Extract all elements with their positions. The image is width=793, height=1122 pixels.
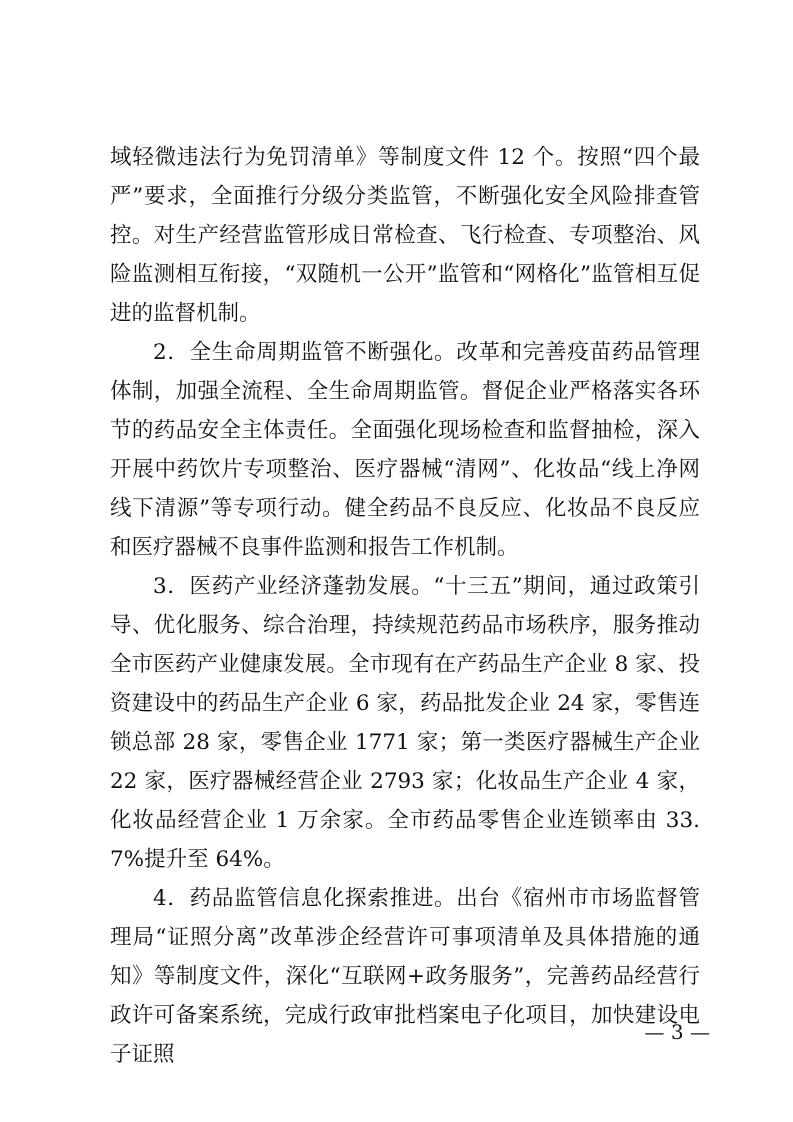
paragraph-lifecycle-supervision: 2．全生命周期监管不断强化。改革和完善疫苗药品管理体制，加强全流程、全生命周期监管。督促企业严格落实各环节的药品安全主体责任。全面强化现场检查和监督抽检，深入开展中药饮片专项整治、医疗器械“清网”、化妆品“线上净网线下清源”等专项行动。健全药品不良反应、化妆品不良反应和医疗器械不良事件监测和报告工作机制。 bbox=[110, 340, 700, 560]
paragraph-informatization: 4．药品监管信息化探索推进。出台《宿州市市场监督管理局“证照分离”改革涉企经营许可事项清单及具体措施的通知》等制度文件，深化“互联网+政务服务”，完善药品经营行政许可备案系统，完成行政审批档案电子化项目，加快建设电子证照 bbox=[110, 886, 700, 1067]
paragraph-continuation: 域轻微违法行为免罚清单》等制度文件 12 个。按照“四个最严”要求，全面推行分级分类监管，不断强化安全风险排查管控。对生产经营监管形成日常检查、飞行检查、专项整治、风险监测相互衔接，“双随机一公开”监管和“网格化”监管相互促进的监督机制。 bbox=[110, 145, 700, 326]
page-number: — 3 — bbox=[644, 1020, 710, 1044]
paragraph-pharma-industry: 3．医药产业经济蓬勃发展。“十三五”期间，通过政策引导、优化服务、综合治理，持续规范药品市场秩序，服务推动全市医药产业健康发展。全市现有在产药品生产企业 8 家、投资建设中的药品生产企业 6 家，药品批发企业 24 家，零售连锁总部 28 家，零售企业 1771 家；第一类医疗器械生产企业 22 家，医疗器械经营企业 2793 家；化妆品生产企业 4 家，化妆品经营企业 1 万余家。全市药品零售企业连锁率由 33.7%提升至 64%。 bbox=[110, 574, 700, 872]
document-body bbox=[110, 138, 700, 1074]
